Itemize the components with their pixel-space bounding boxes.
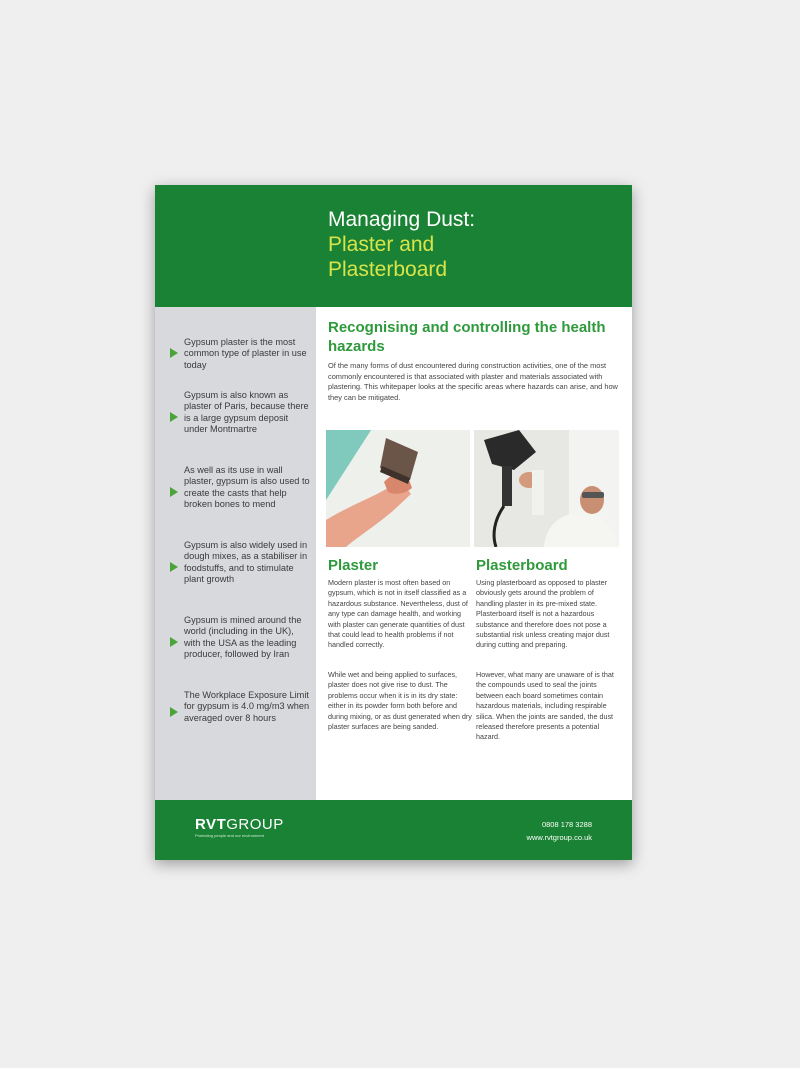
plaster-paragraph-1: Modern plaster is most often based on gypsum, which is not in itself classified as a hazardous substance. Nevertheless, dust of any type can damage health, and working with plaster can generate quantities of dust that could lead to health problems if not handled correctly. [328, 578, 468, 650]
title-line-3: Plasterboard [328, 258, 448, 281]
fact-text: Gypsum is also known as plaster of Paris, because there is a large gypsum deposit under Montmartre [184, 390, 309, 434]
plasterboard-paragraph-1: Using plasterboard as opposed to plaster obviously gets around the problem of handling plaster in its pre-mixed state. Plasterboard itself is not a hazardous substance and therefore does not pose a substantial risk unless creating major dust during cutting and preparing. [476, 578, 610, 650]
plasterboard-heading: Plasterboard [476, 557, 568, 574]
plaster-paragraph-2: While wet and being applied to surfaces, plaster does not give rise to dust. The problems occur when it is in its dry state: either in its powder form both before and during mixing, or as dust generated when dry plaster surfaces are being sanded. [328, 670, 472, 732]
plaster-sanding-photo [326, 430, 470, 547]
fact-text: The Workplace Exposure Limit for gypsum is 4.0 mg/m3 when averaged over 8 hours [184, 690, 310, 723]
logo-tagline: Protecting people and our environment [195, 833, 264, 838]
chevron-right-icon [170, 562, 178, 572]
section-heading: Recognising and controlling the health hazards [328, 319, 606, 355]
plasterboard-sanding-photo [474, 430, 619, 547]
title-line-2: Plaster and [328, 233, 435, 256]
chevron-right-icon [170, 707, 178, 717]
chevron-right-icon [170, 412, 178, 422]
fact-text: Gypsum plaster is the most common type of plaster in use today [184, 337, 307, 370]
main-content [316, 307, 632, 800]
plasterboard-sanding-illustration [474, 430, 619, 547]
facts-sidebar [155, 307, 316, 800]
page-title [328, 207, 475, 282]
chevron-right-icon [170, 348, 178, 358]
header-banner [155, 185, 632, 307]
plaster-heading: Plaster [328, 557, 379, 574]
title-line-1: Managing Dust: [328, 208, 476, 231]
fact-text: Gypsum is also widely used in dough mixes, as a stabiliser in foodstuffs, and to stimulate plant growth [184, 540, 308, 584]
contact-details [527, 818, 592, 844]
plaster-sanding-illustration [326, 430, 470, 547]
chevron-right-icon [170, 637, 178, 647]
logo-wordmark: RVTGROUP [195, 816, 284, 833]
plasterboard-paragraph-2: However, what many are unaware of is that the compounds used to seal the joints between each board sometimes contain hazardous materials, including respirable silica. When the joints are sanded, the dust released therefore presents a potential hazard. [476, 670, 614, 742]
fact-text: Gypsum is mined around the world (including in the UK), with the USA as the leading producer, followed by Iran [184, 615, 302, 659]
phone-number: 0808 178 3288 [541, 820, 592, 829]
intro-paragraph: Of the many forms of dust encountered during construction activities, one of the most commonly encountered is that associated with plaster and materials associated with plastering. This whitepaper looks at the specific areas where hazards can arise, and how they can be mitigated. [328, 361, 618, 402]
chevron-right-icon [170, 487, 178, 497]
rvt-group-logo [195, 816, 284, 839]
website-link[interactable]: www.rvtgroup.co.uk [526, 833, 592, 842]
footer-banner [155, 800, 632, 860]
whitepaper-page [155, 185, 632, 860]
fact-text: As well as its use in wall plaster, gypsum is also used to create the casts that help broken bones to mend [184, 465, 310, 509]
